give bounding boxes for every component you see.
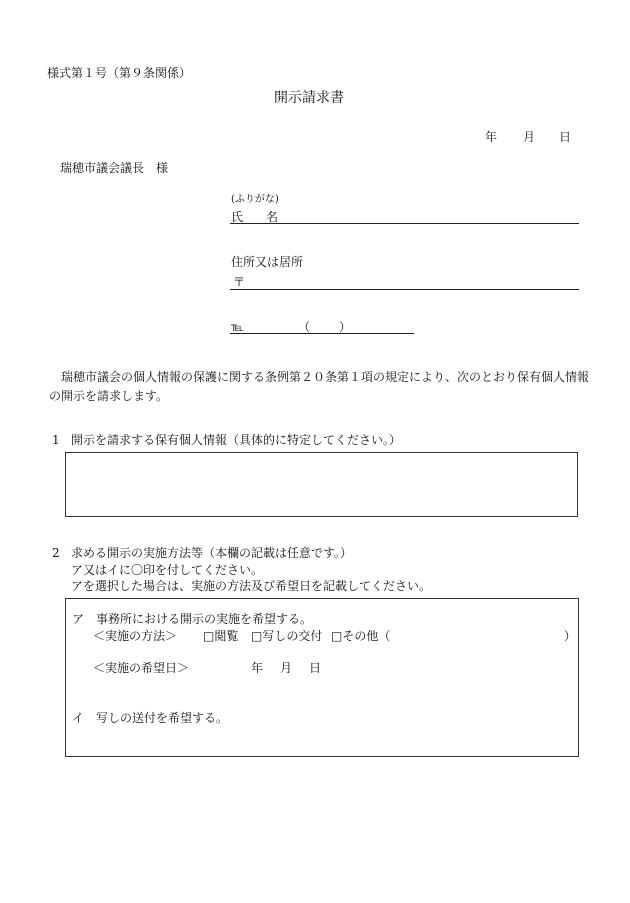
- tel-label: ℡: [231, 320, 244, 334]
- tel-field-line[interactable]: [230, 333, 414, 334]
- method-other-close: ）: [564, 629, 577, 643]
- form-number: 様式第１号（第９条関係）: [47, 66, 192, 80]
- date-day-label: 日: [559, 130, 572, 144]
- method-label: ＜実施の方法＞: [93, 629, 178, 643]
- section2-note-2: アを選択した場合は、実施の方法及び希望日を記載してください。: [71, 579, 432, 593]
- wish-day-label: 日: [309, 661, 322, 675]
- form-title: 開示請求書: [274, 90, 344, 106]
- method-view-checkbox[interactable]: □閲覧: [203, 629, 239, 643]
- furigana-label: (ふりがな): [231, 194, 279, 205]
- postal-mark: 〒: [233, 275, 246, 289]
- section2-number: 2: [52, 546, 60, 560]
- intro-text: 瑞穂市議会の個人情報の保護に関する条例第２０条第１項の規定により、次のとおり保有個人情報の開示を請求します。: [49, 370, 590, 403]
- requested-info-box[interactable]: [65, 452, 578, 517]
- address-label: 住所又は居所: [231, 255, 304, 269]
- method-other-checkbox[interactable]: □その他（: [331, 629, 391, 643]
- name-label-second: 名: [266, 210, 279, 224]
- option-a-text[interactable]: ア 事務所における開示の実施を希望する。: [72, 612, 313, 626]
- disclosure-method-box: [65, 598, 579, 757]
- method-copy-checkbox[interactable]: □写しの交付: [251, 629, 323, 643]
- address-field-line[interactable]: [230, 289, 579, 290]
- wish-month-label: 月: [280, 661, 293, 675]
- wish-year-label: 年: [251, 661, 264, 675]
- section2-note-1: ア又はイに〇印を付してください。: [71, 563, 264, 577]
- section2-heading: 求める開示の実施方法等（本欄の記載は任意です。）: [71, 546, 353, 560]
- addressee: 瑞穂市議会議長 様: [60, 161, 169, 175]
- name-label-first: 氏: [231, 210, 244, 224]
- option-b-text[interactable]: イ 写しの送付を希望する。: [72, 711, 229, 725]
- date-year-label: 年: [485, 130, 498, 144]
- date-wish-label: ＜実施の希望日＞: [93, 661, 190, 675]
- tel-paren-open: （: [298, 320, 311, 334]
- name-field-line[interactable]: [230, 223, 579, 224]
- date-month-label: 月: [523, 130, 536, 144]
- tel-paren-close: ）: [339, 320, 352, 334]
- section1-heading: 開示を請求する保有個人情報（具体的に特定してください。）: [71, 433, 402, 447]
- section1-number: 1: [52, 433, 60, 447]
